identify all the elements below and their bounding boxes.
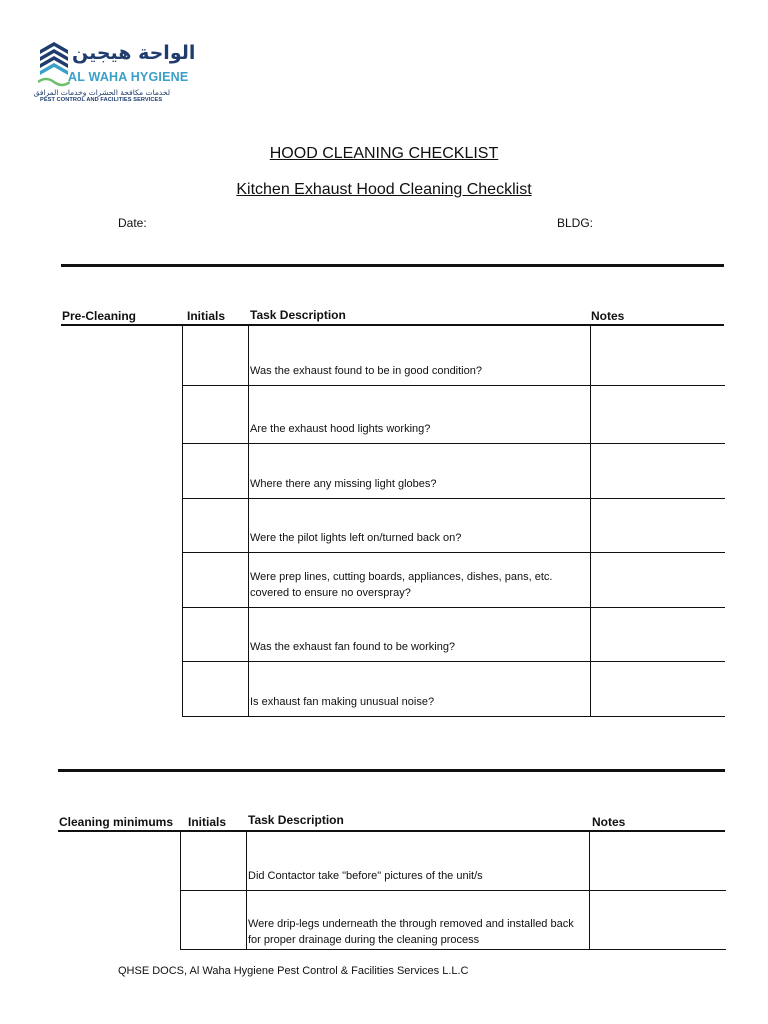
task-description-header: Task Description bbox=[248, 813, 344, 827]
task-description-cell: Is exhaust fan making unusual noise? bbox=[249, 661, 591, 716]
initials-header: Initials bbox=[187, 309, 226, 323]
logo-company-name: AL WAHA HYGIENE bbox=[68, 70, 189, 84]
table-row bbox=[183, 607, 725, 661]
notes-cell[interactable] bbox=[591, 607, 725, 661]
date-label: Date: bbox=[118, 216, 147, 230]
document-title: HOOD CLEANING CHECKLIST bbox=[269, 145, 499, 162]
notes-cell[interactable] bbox=[590, 832, 726, 890]
table-row bbox=[181, 832, 726, 890]
task-description-cell: Where there any missing light globes? bbox=[249, 443, 591, 498]
table-row bbox=[183, 326, 725, 385]
notes-cell[interactable] bbox=[591, 498, 725, 552]
initials-cell[interactable] bbox=[181, 832, 247, 890]
notes-cell[interactable] bbox=[591, 443, 725, 498]
initials-cell[interactable] bbox=[183, 661, 249, 716]
task-description-cell: Was the exhaust fan found to be working? bbox=[249, 607, 591, 661]
table-row bbox=[183, 443, 725, 498]
table-row bbox=[183, 661, 725, 716]
notes-cell[interactable] bbox=[591, 661, 725, 716]
table-row bbox=[181, 890, 726, 949]
initials-cell[interactable] bbox=[183, 607, 249, 661]
building-logo-icon bbox=[38, 42, 70, 90]
pre-cleaning-header: Pre-Cleaning bbox=[62, 309, 137, 323]
initials-header: Initials bbox=[188, 815, 227, 829]
task-description-header: Task Description bbox=[250, 308, 346, 322]
table-row bbox=[183, 385, 725, 443]
notes-header: Notes bbox=[591, 309, 625, 323]
notes-cell[interactable] bbox=[591, 385, 725, 443]
logo-arabic-name: الواحة هيجين bbox=[72, 42, 196, 64]
table-row bbox=[183, 552, 725, 607]
footer-text: QHSE DOCS, Al Waha Hygiene Pest Control & Facilities Services L.L.C bbox=[118, 965, 469, 977]
logo-arabic-tagline: لخدمات مكافحة الحشرات وخدمات المرافق bbox=[33, 88, 170, 97]
task-description-cell: Were the pilot lights left on/turned back on? bbox=[249, 498, 591, 552]
task-description-cell: Was the exhaust found to be in good condition? bbox=[249, 326, 591, 385]
cleaning-minimums-table bbox=[180, 832, 726, 950]
cleaning-minimums-header: Cleaning minimums bbox=[59, 815, 174, 829]
pre-cleaning-table bbox=[182, 326, 725, 717]
section-divider bbox=[58, 769, 725, 772]
initials-cell[interactable] bbox=[181, 890, 247, 949]
notes-cell[interactable] bbox=[590, 890, 726, 949]
bldg-label: BLDG: bbox=[557, 216, 594, 230]
notes-header: Notes bbox=[592, 815, 626, 829]
initials-cell[interactable] bbox=[183, 443, 249, 498]
initials-cell[interactable] bbox=[183, 385, 249, 443]
table-row bbox=[183, 498, 725, 552]
section-divider bbox=[61, 264, 724, 267]
notes-cell[interactable] bbox=[591, 326, 725, 385]
initials-cell[interactable] bbox=[183, 326, 249, 385]
task-description-cell: Are the exhaust hood lights working? bbox=[249, 385, 591, 443]
document-subtitle: Kitchen Exhaust Hood Cleaning Checklist bbox=[236, 181, 532, 198]
notes-cell[interactable] bbox=[591, 552, 725, 607]
initials-cell[interactable] bbox=[183, 498, 249, 552]
task-description-cell: Were drip-legs underneath the through removed and installed back for proper drainage during the cleaning process bbox=[247, 890, 590, 949]
task-description-cell: Did Contactor take "before" pictures of the unit/s bbox=[247, 832, 590, 890]
task-description-cell: Were prep lines, cutting boards, appliances, dishes, pans, etc. covered to ensure no overspray? bbox=[249, 552, 591, 607]
initials-cell[interactable] bbox=[183, 552, 249, 607]
logo-tagline: PEST CONTROL AND FACILITIES SERVICES bbox=[40, 97, 163, 103]
